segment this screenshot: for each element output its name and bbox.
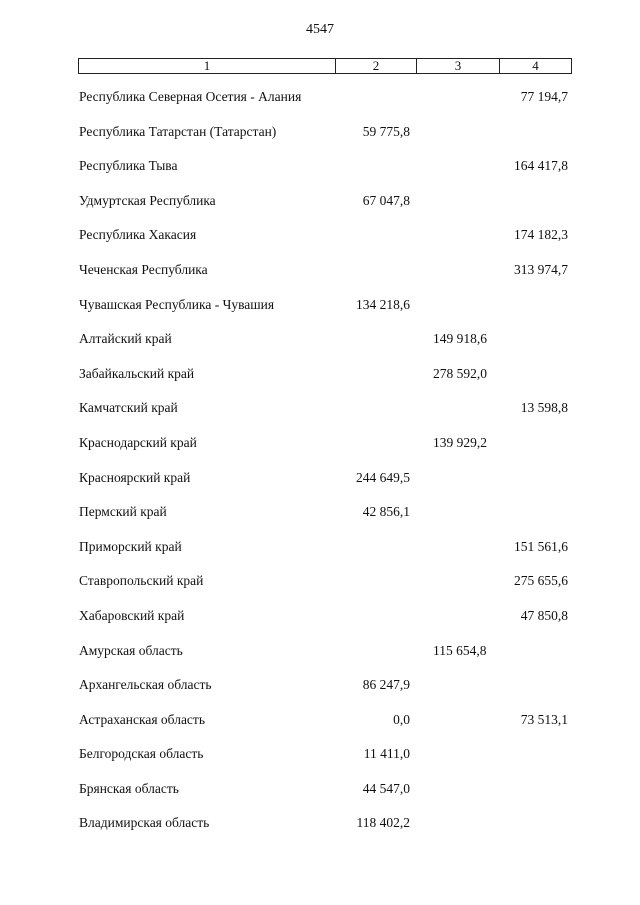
region-name: Чеченская Республика — [79, 261, 208, 277]
region-name: Приморский край — [79, 538, 182, 554]
region-name: Архангельская область — [79, 677, 212, 693]
value-col4: 164 417,8 — [514, 158, 568, 174]
value-col2: 118 402,2 — [356, 815, 410, 831]
value-col3: 149 918,6 — [433, 331, 487, 347]
column-header-1: 1 — [203, 58, 211, 73]
value-col2: 134 218,6 — [356, 296, 410, 312]
value-col4: 313 974,7 — [514, 261, 568, 277]
region-name: Камчатский край — [79, 400, 178, 416]
region-name: Брянская область — [79, 780, 179, 796]
column-header-3: 3 — [416, 59, 499, 73]
table-row — [0, 712, 640, 747]
table-row — [0, 366, 640, 401]
table-row — [0, 608, 640, 643]
region-name: Забайкальский край — [79, 365, 195, 381]
value-col2: 44 547,0 — [362, 780, 410, 796]
table-row — [0, 677, 640, 712]
table-row — [0, 781, 640, 816]
value-col2: 86 247,9 — [362, 677, 410, 693]
table-row — [0, 158, 640, 193]
value-col2: 11 411,0 — [363, 746, 410, 762]
value-col3: 278 592,0 — [433, 365, 487, 381]
region-name: Ставропольский край — [79, 573, 204, 589]
region-name: Республика Тыва — [79, 158, 178, 174]
table-row — [0, 227, 640, 262]
region-name: Красноярский край — [79, 469, 191, 485]
value-col3: 139 929,2 — [433, 434, 487, 450]
table-row — [0, 435, 640, 470]
region-name: Чувашская Республика - Чувашия — [79, 296, 275, 312]
table-row — [0, 504, 640, 539]
table-row — [0, 573, 640, 608]
value-col2: 59 775,8 — [362, 123, 410, 139]
value-col2: 67 047,8 — [362, 192, 410, 208]
region-name: Амурская область — [79, 642, 183, 658]
region-name: Пермский край — [79, 504, 167, 520]
value-col2: 244 649,5 — [356, 469, 410, 485]
value-col4: 151 561,6 — [514, 538, 568, 554]
value-col4: 73 513,1 — [520, 711, 568, 727]
region-name: Республика Татарстан (Татарстан) — [79, 123, 277, 139]
table-body — [0, 89, 640, 850]
region-name: Удмуртская Республика — [79, 192, 216, 208]
table-row — [0, 331, 640, 366]
value-col2: 42 856,1 — [362, 504, 410, 520]
table-header — [78, 58, 572, 74]
value-col3: 115 654,8 — [433, 642, 487, 658]
value-col2: 0,0 — [393, 711, 410, 727]
table-row — [0, 124, 640, 159]
table-row — [0, 297, 640, 332]
value-col4: 174 182,3 — [514, 227, 568, 243]
column-header-4: 4 — [499, 59, 571, 73]
column-header-2: 2 — [335, 59, 416, 73]
table-row — [0, 262, 640, 297]
table-row — [0, 815, 640, 850]
region-name: Краснодарский край — [79, 434, 197, 450]
value-col4: 13 598,8 — [520, 400, 568, 416]
value-col4: 77 194,7 — [520, 89, 568, 104]
region-name: Республика Хакасия — [79, 227, 197, 243]
region-name: Владимирская область — [79, 815, 210, 831]
value-col4: 275 655,6 — [514, 573, 568, 589]
value-col4: 47 850,8 — [520, 607, 568, 623]
table-row — [0, 89, 640, 124]
region-name: Алтайский край — [79, 331, 172, 347]
table-row — [0, 193, 640, 228]
region-name: Республика Северная Осетия - Алания — [79, 89, 302, 104]
table-row — [0, 643, 640, 678]
region-name: Астраханская область — [79, 711, 205, 727]
table-row — [0, 746, 640, 781]
region-name: Белгородская область — [79, 746, 204, 762]
page-number: 4547 — [306, 22, 334, 37]
table-row — [0, 539, 640, 574]
region-name: Хабаровский край — [79, 607, 185, 623]
table-row — [0, 400, 640, 435]
table-row — [0, 470, 640, 505]
